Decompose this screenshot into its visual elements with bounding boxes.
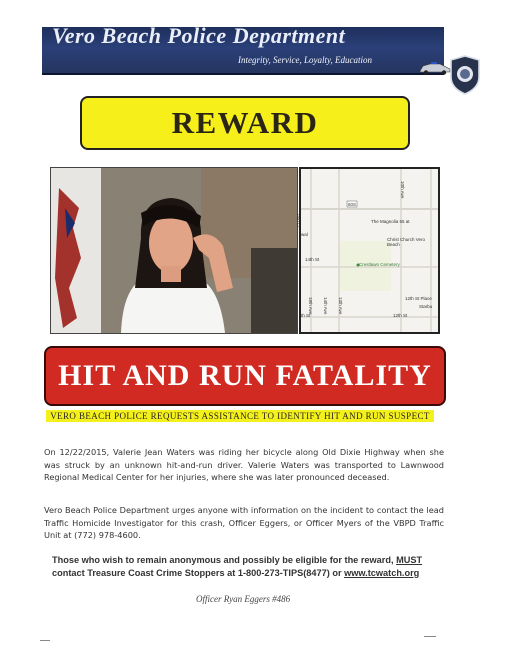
anonymous-line1: Those who wish to remain anonymous and possibly be eligible for the reward, xyxy=(52,555,397,565)
incident-description: On 12/22/2015, Valerie Jean Waters was riding her bicycle along Old Dixie Highway when she was struck by an unknown hit-and-run driver. Valerie Waters was transported to Lawnwood Regional Medical Center for her injuries, where she was later pronounced deceased. xyxy=(44,447,444,482)
map-label-13th-ave: 13th Ave xyxy=(338,297,343,315)
hit-and-run-banner: HIT AND RUN FATALITY xyxy=(44,346,446,406)
police-badge-icon xyxy=(448,55,482,95)
map-label-church: Christ Church Vero Beach xyxy=(387,237,426,247)
map-label-12th-st-place: 12th St Place xyxy=(405,296,432,301)
map-label-14th-st: 14th St xyxy=(305,257,320,262)
victim-photo xyxy=(50,167,298,334)
map-label-14th-ct: 14th Ct xyxy=(296,213,301,228)
map-label-14th-ave: 14th Ave xyxy=(323,297,328,315)
officer-signature: Officer Ryan Eggers #486 xyxy=(196,594,291,604)
map-label-magnolia: The Magnolia 55 at xyxy=(371,219,410,224)
map-label-th-st: th St xyxy=(301,313,311,318)
department-title: Vero Beach Police Department xyxy=(52,23,346,48)
map-label-starbu: Starbu xyxy=(419,304,433,309)
map-label-wal: wal xyxy=(301,232,308,237)
anonymous-tip-notice xyxy=(52,554,452,579)
reward-banner: REWARD xyxy=(80,96,410,150)
contact-instructions: Vero Beach Police Department urges anyone with information on the incident to contact the lead Traffic Homicide Investigator for this crash, Officer Eggers, or Officer Myers of the VBPD Traffic Unit at (772) 978-4600. xyxy=(44,505,444,540)
map-label-60s: 60S xyxy=(348,202,357,207)
map-label-12th-st: 12th St xyxy=(393,313,408,318)
tcwatch-link[interactable]: www.tcwatch.org xyxy=(344,567,420,578)
map-label-10th-ave: 10th Ave xyxy=(400,181,405,199)
scan-mark xyxy=(424,636,436,637)
police-car-icon xyxy=(418,61,452,75)
map-label-18th-ave: 18th Ave xyxy=(308,297,313,315)
anonymous-line2: contact Treasure Coast Crime Stoppers at 1-800-273-TIPS(8477) or xyxy=(52,567,345,578)
must-emphasis: MUST xyxy=(396,555,423,565)
header-banner xyxy=(42,23,444,75)
department-motto: Integrity, Service, Loyalty, Education xyxy=(238,55,372,65)
assistance-request: VERO BEACH POLICE REQUESTS ASSISTANCE TO IDENTIFY HIT AND RUN SUSPECT xyxy=(46,410,434,422)
map-label-cemetery: Crestlawn Cemetery xyxy=(359,262,400,267)
scan-mark xyxy=(40,640,50,641)
location-map xyxy=(296,167,440,334)
